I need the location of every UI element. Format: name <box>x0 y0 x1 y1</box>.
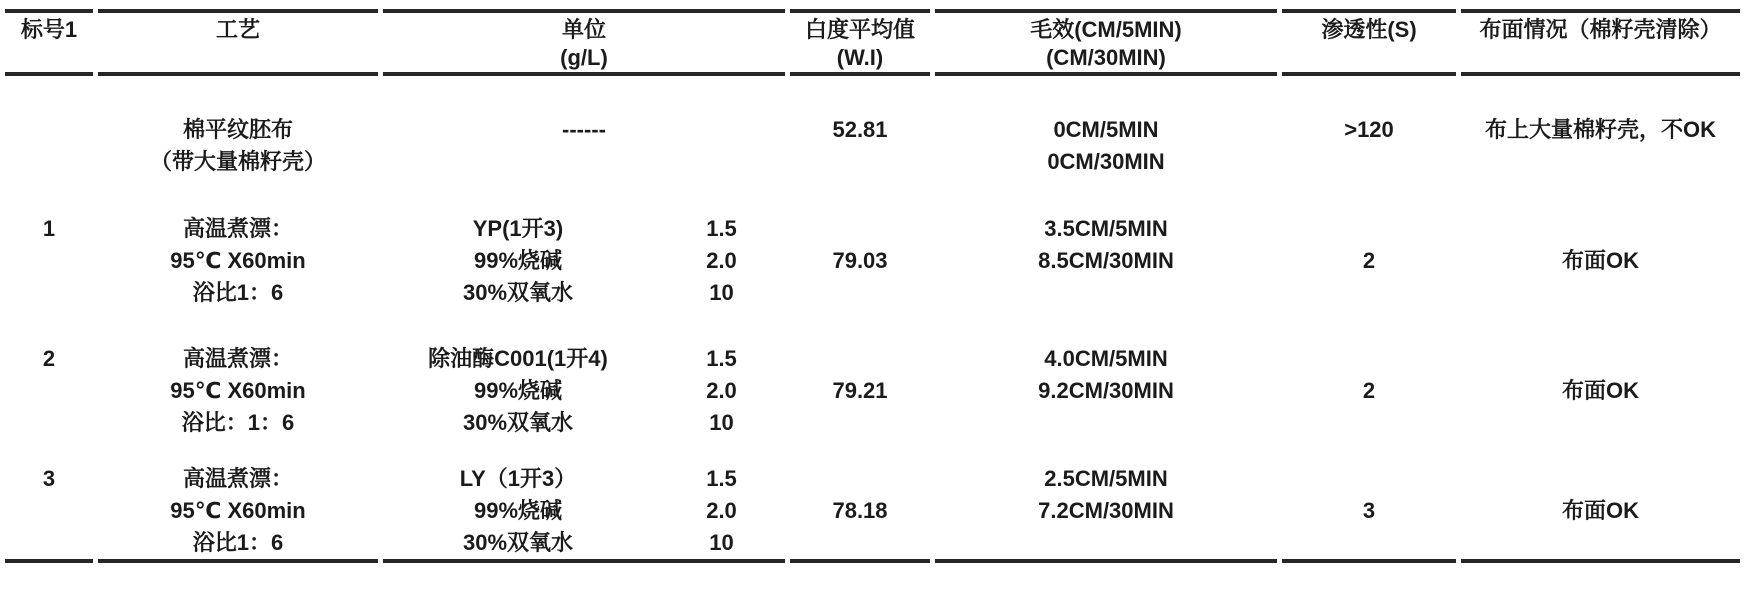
col-header-wicking <box>935 13 1277 72</box>
process-line: 高温煮漂： <box>182 216 293 241</box>
col-header-surface <box>1461 13 1740 72</box>
col-header-whiteness <box>790 13 930 72</box>
wicking-line: 0CM/30MIN <box>1047 149 1165 174</box>
header-line: (g/L) <box>560 45 608 70</box>
chemical-line: 99%烧碱 <box>473 248 563 273</box>
process-line: 浴比：1：6 <box>181 410 295 435</box>
cell-whiteness: 78.18 <box>832 498 888 523</box>
cell-wicking <box>935 178 1277 309</box>
header-line: (W.I) <box>836 45 884 70</box>
cell-wicking <box>935 439 1277 559</box>
amount-line: 2.0 <box>706 498 737 523</box>
cell-wicking <box>935 76 1277 178</box>
cell-amounts <box>658 178 785 309</box>
header-line: 单位 <box>561 17 606 42</box>
header-line: 白度平均值 <box>804 17 915 42</box>
cell-chemicals <box>383 76 785 178</box>
amount-line: 10 <box>709 530 734 555</box>
chemical-line: 99%烧碱 <box>473 378 563 403</box>
cell-whiteness: 79.03 <box>832 248 888 273</box>
chemical-line: 30%双氧水 <box>462 410 574 435</box>
process-line: 95℃ X60min <box>170 378 306 403</box>
process-line: 浴比1：6 <box>192 530 284 555</box>
chemical-line: LY（1开3） <box>459 466 577 491</box>
chemical-line: 除油酶C001(1开4) <box>428 346 608 371</box>
table-row-greige <box>5 76 1740 178</box>
cell-permeability: >120 <box>1344 117 1394 142</box>
cell-chemicals <box>383 439 653 559</box>
cell-permeability: 3 <box>1362 498 1376 523</box>
amount-line: 10 <box>709 410 734 435</box>
cell-amounts <box>658 439 785 559</box>
header-line: 标号1 <box>20 17 78 42</box>
wicking-line: 7.2CM/30MIN <box>1038 498 1174 523</box>
wicking-line: 0CM/5MIN <box>1053 117 1159 142</box>
amount-line: 1.5 <box>706 216 737 241</box>
table-row-3 <box>5 439 1740 559</box>
table-row-1 <box>5 178 1740 309</box>
process-line: 浴比1：6 <box>192 280 284 305</box>
cell-permeability: 2 <box>1362 248 1376 273</box>
wicking-line: 8.5CM/30MIN <box>1038 248 1174 273</box>
cell-sample-id: 3 <box>42 466 56 491</box>
amount-line: 1.5 <box>706 346 737 371</box>
cell-sample-id: 1 <box>42 216 56 241</box>
cell-surface: 布上大量棉籽壳，不OK <box>1484 117 1716 142</box>
col-header-unit <box>383 13 785 72</box>
process-line: 高温煮漂： <box>182 466 293 491</box>
chemical-line: YP(1开3) <box>472 216 564 241</box>
cell-process <box>98 439 378 559</box>
header-line: 工艺 <box>215 17 260 42</box>
chemical-line: 30%双氧水 <box>462 280 574 305</box>
wicking-line: 9.2CM/30MIN <box>1038 378 1174 403</box>
header-line: 渗透性(S) <box>1321 17 1417 42</box>
col-header-sample-id <box>5 13 93 72</box>
cell-process <box>98 76 378 178</box>
process-line: （带大量棉籽壳） <box>149 149 326 174</box>
wicking-line: 4.0CM/5MIN <box>1044 346 1168 371</box>
bleaching-process-results-table <box>0 9 1745 563</box>
chemical-line: ------ <box>562 117 606 142</box>
header-row <box>5 13 1740 72</box>
cell-wicking <box>935 309 1277 439</box>
amount-line: 2.0 <box>706 248 737 273</box>
wicking-line: 2.5CM/5MIN <box>1044 466 1168 491</box>
cell-surface: 布面OK <box>1561 248 1639 273</box>
process-line: 95℃ X60min <box>170 498 306 523</box>
cell-amounts <box>658 309 785 439</box>
cell-chemicals <box>383 178 653 309</box>
cell-chemicals <box>383 309 653 439</box>
col-header-process <box>98 13 378 72</box>
cell-process <box>98 178 378 309</box>
cell-whiteness: 52.81 <box>832 117 888 142</box>
table-row-2 <box>5 309 1740 439</box>
chemical-line: 30%双氧水 <box>462 530 574 555</box>
amount-line: 10 <box>709 280 734 305</box>
chemical-line: 99%烧碱 <box>473 498 563 523</box>
cell-surface: 布面OK <box>1561 498 1639 523</box>
table-bottom-rule <box>5 559 1740 563</box>
process-line: 棉平纹胚布 <box>182 117 293 142</box>
amount-line: 1.5 <box>706 466 737 491</box>
amount-line: 2.0 <box>706 378 737 403</box>
process-line: 高温煮漂： <box>182 346 293 371</box>
cell-sample-id: 2 <box>42 346 56 371</box>
cell-surface: 布面OK <box>1561 378 1639 403</box>
cell-sample-id <box>5 76 93 178</box>
wicking-line: 3.5CM/5MIN <box>1044 216 1168 241</box>
cell-process <box>98 309 378 439</box>
process-line: 95℃ X60min <box>170 248 306 273</box>
header-line: (CM/30MIN) <box>1046 45 1166 70</box>
col-header-permeability <box>1282 13 1456 72</box>
header-line: 布面情况（棉籽壳清除） <box>1479 17 1722 42</box>
cell-whiteness: 79.21 <box>832 378 888 403</box>
cell-permeability: 2 <box>1362 378 1376 403</box>
header-line: 毛效(CM/5MIN) <box>1030 17 1182 42</box>
